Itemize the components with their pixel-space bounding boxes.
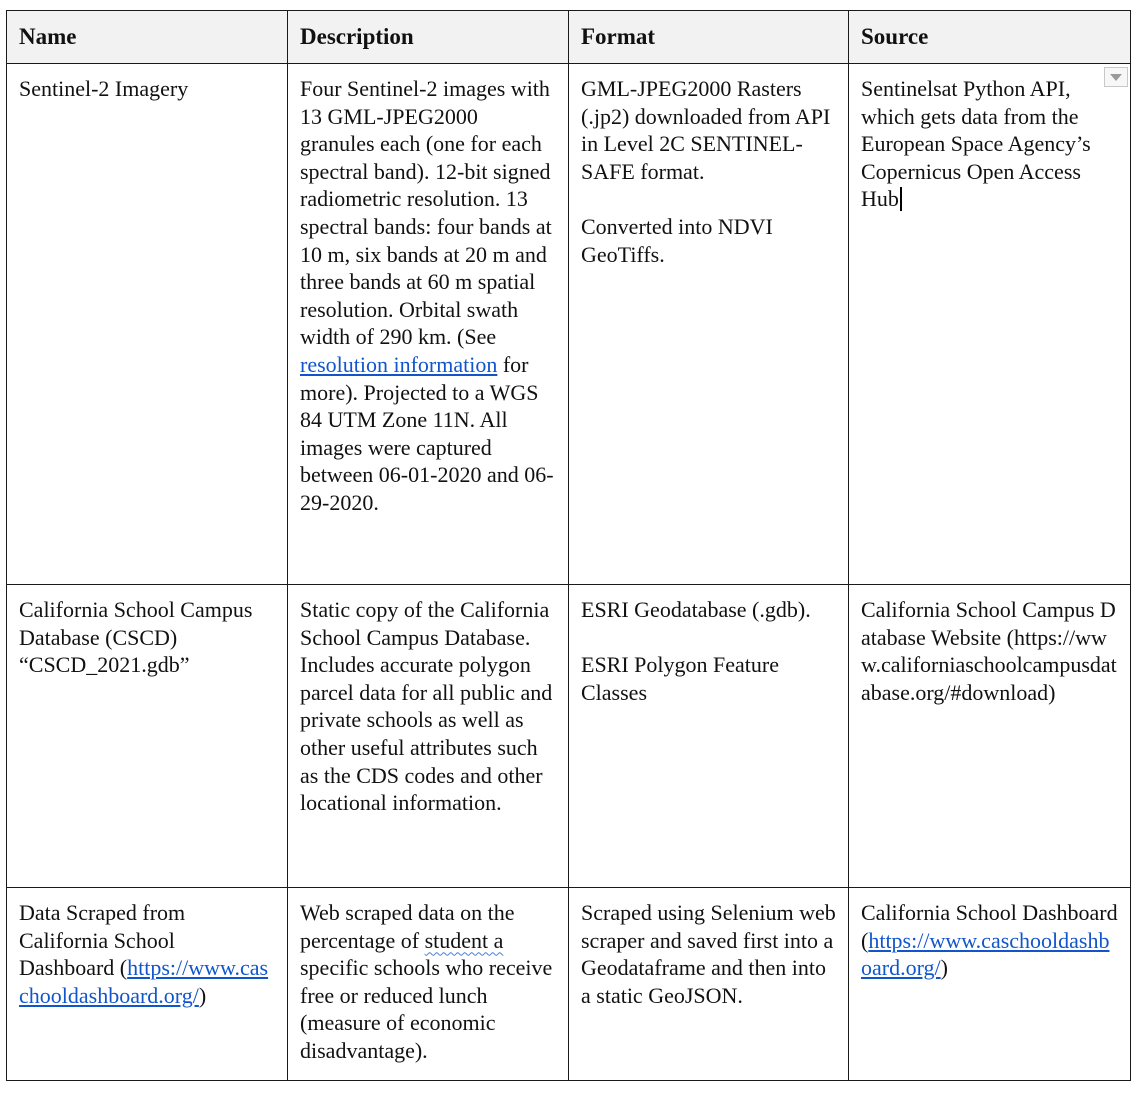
cell-text: for more). Projected to a WGS 84 UTM Zone 11N. All images were captured between 06-01-2020 and 06-29-2020. [300,351,554,515]
cell-description[interactable] [288,64,569,585]
cell-text: Web scraped data on the percentage of [300,900,515,953]
header-format: Format [569,11,849,64]
format-paragraph: GML-JPEG2000 Rasters (.jp2) downloaded from API in Level 2C SENTINEL-SAFE format. [581,76,831,184]
cell-source[interactable] [849,585,1131,888]
format-paragraph: Converted into NDVI GeoTiffs. [581,213,773,267]
text-cursor [900,187,902,211]
cell-format[interactable] [569,888,849,1081]
cell-text: Four Sentinel-2 images with 13 GML-JPEG2000 granules each (one for each spectral band). 12-bit signed radiometric resolution. 13 spectral bands: four bands at 10 m, six bands at 20 m and three bands at 60 m spatial resolution. Orbital swath width of 290 km. (See [300,76,552,350]
cell-text: Static copy of the California School Campus Database. Includes accurate polygon parcel data for all public and private schools as well as other useful attributes such as the CDS codes and other locational information. [300,597,553,816]
cell-text: California School Campus Database (CSCD) “CSCD_2021.gdb” [19,597,253,678]
cell-description[interactable] [288,585,569,888]
header-row [7,11,1131,64]
table-row [7,585,1131,888]
data-sources-table [6,10,1131,1081]
source-cell-content [861,75,1118,213]
cell-format[interactable] [569,64,849,585]
dashboard-link[interactable]: https://www.caschooldashboard.org/ [19,955,269,1008]
chevron-down-icon [1110,74,1122,81]
cell-name[interactable] [7,585,288,888]
format-paragraph: ESRI Geodatabase (.gdb). [581,597,811,622]
cell-text: California School Campus Database Website (https://www.californiaschoolcampusdatabase.org/#download) [861,597,1117,705]
format-paragraph: ESRI Polygon Feature Classes [581,652,779,705]
dashboard-link[interactable]: https://www.caschooldashboard.org/ [861,927,1110,981]
cell-text: specific schools who receive free or reduced lunch (measure of economic disadvantage). [300,955,553,1063]
spellcheck-flag[interactable]: student a [424,927,504,953]
cell-description[interactable] [288,888,569,1081]
cell-source[interactable] [849,888,1131,1081]
table-row [7,64,1131,585]
table-row [7,888,1131,1081]
cell-text: Sentinel-2 Imagery [19,76,189,101]
cell-format[interactable] [569,585,849,888]
cell-text: Sentinelsat Python API, which gets data from the European Space Agency’s Copernicus Open Access Hub [861,76,1091,212]
cell-name[interactable] [7,888,288,1081]
header-source: Source [849,11,1131,64]
cell-text: ) [198,982,207,1008]
cell-text: California School Dashboard ( [861,900,1118,953]
cell-name[interactable] [7,64,288,585]
cell-source[interactable] [849,64,1131,585]
cell-text: ) [940,955,948,981]
header-name: Name [7,11,288,64]
resolution-information-link[interactable]: resolution information [300,351,498,377]
cell-menu-button[interactable] [1104,67,1128,87]
cell-text: Scraped using Selenium web scraper and saved first into a Geodataframe and then into a static GeoJSON. [581,900,836,1008]
cell-text: Data Scraped from California School Dashboard ( [19,900,186,981]
header-description: Description [288,11,569,64]
